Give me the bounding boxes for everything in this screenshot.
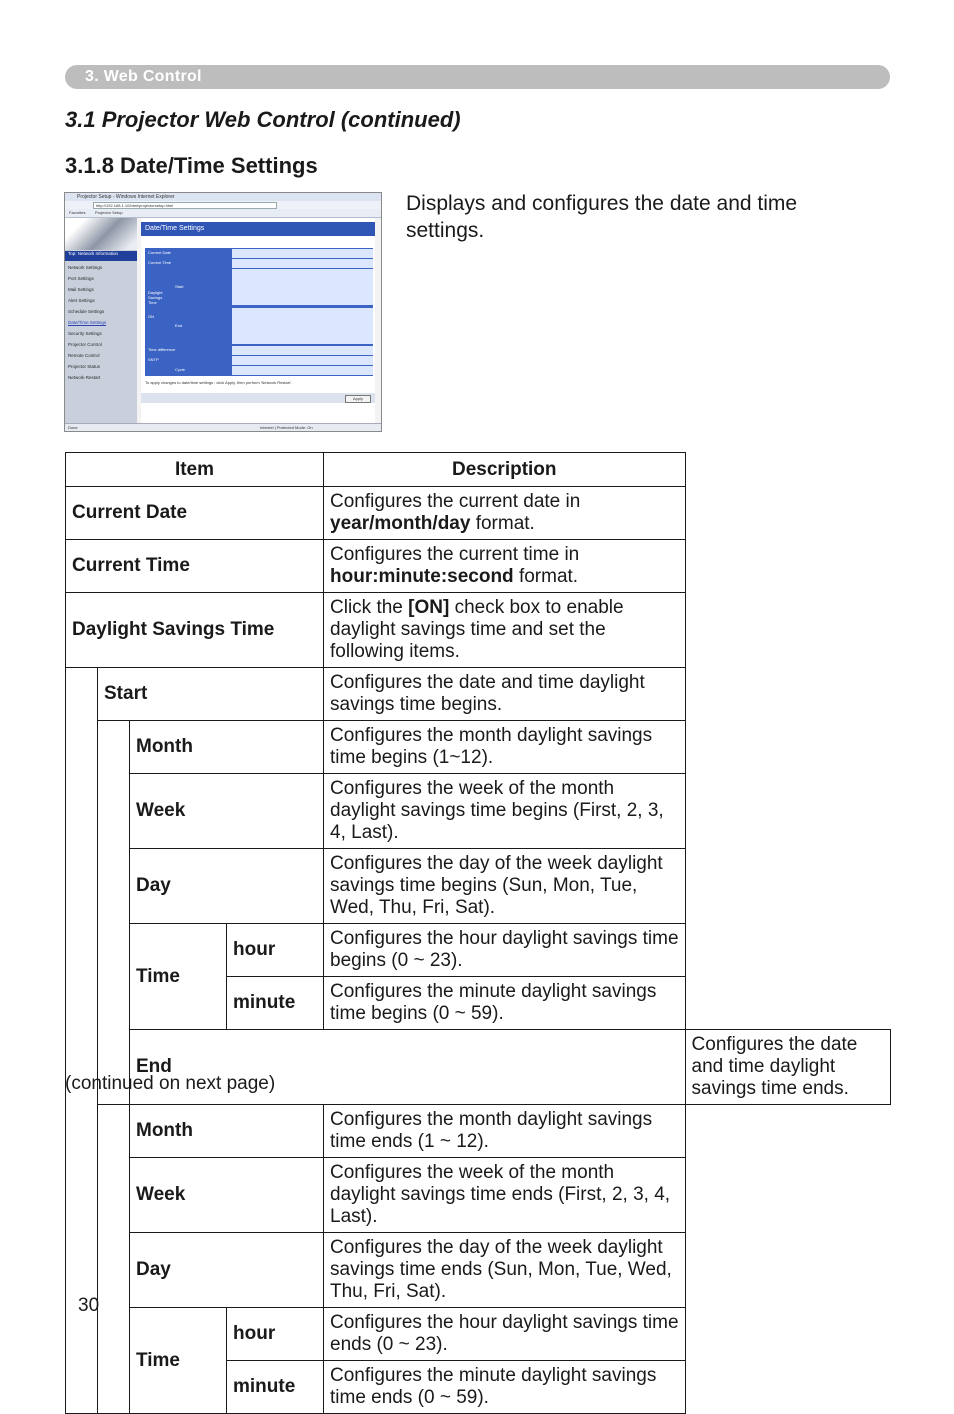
table-row	[66, 487, 891, 540]
section-title: 3.1 Projector Web Control (continued)	[65, 107, 461, 132]
page-tab: Projector Setup	[95, 210, 123, 215]
form-row	[232, 259, 373, 268]
table-row	[66, 1233, 891, 1308]
description-cell: Configures the date and time daylight savings time begins.	[324, 668, 686, 721]
form-label: Daylight Savings Time	[148, 290, 163, 305]
form-label: End	[175, 323, 183, 328]
favorites-tab: Favorites	[69, 210, 86, 215]
form-row	[232, 269, 373, 305]
form-row	[232, 346, 373, 355]
item-cell: Day	[130, 1233, 324, 1308]
table-row	[66, 924, 891, 977]
form-label: Current Date	[148, 250, 171, 255]
nav-item: Network Settings	[68, 265, 103, 270]
item-cell: minute	[227, 1361, 324, 1414]
web-ui-screenshot	[64, 192, 382, 432]
table-row	[66, 1308, 891, 1361]
header-item: Item	[66, 453, 324, 487]
logo-image	[65, 218, 137, 250]
description-cell: Click the [ON] check box to enable daylight savings time and set the following items.	[324, 593, 686, 668]
nav-item: Projector Status	[68, 364, 101, 369]
description-cell: Configures the week of the month daylight savings time begins (First, 2, 3, 4, Last).	[324, 774, 686, 849]
table-row	[66, 668, 891, 721]
form-row	[232, 366, 373, 375]
description-cell: Configures the day of the week daylight savings time ends (Sun, Mon, Tue, Wed, Thu, Fri, Sat).	[324, 1233, 686, 1308]
form-row	[232, 249, 373, 258]
screenshot-content	[141, 218, 375, 423]
nav-item: Alert Settings	[68, 298, 95, 303]
description-table	[65, 452, 891, 1414]
intro-text: Displays and configures the date and time settings.	[406, 192, 798, 242]
description-cell: Configures the minute daylight savings time ends (0 ~ 59).	[324, 1361, 686, 1414]
form-row	[232, 356, 373, 365]
item-cell: Week	[130, 1158, 324, 1233]
table-header-row	[66, 453, 891, 487]
nav-item: Mail Settings	[68, 287, 94, 292]
description-cell: Configures the week of the month daylight savings time ends (First, 2, 3, 4, Last).	[324, 1158, 686, 1233]
item-cell: hour	[227, 924, 324, 977]
screenshot-page-title: Date/Time Settings	[141, 222, 375, 236]
form-row	[232, 308, 373, 344]
browser-status-bar	[65, 423, 381, 432]
apply-bar	[141, 393, 375, 403]
table-row	[66, 540, 891, 593]
nav-top-item: Top: Network Information	[65, 251, 137, 261]
indent-cell	[98, 721, 130, 1105]
chapter-header-bar	[65, 65, 890, 89]
apply-note: To apply changes to date/time settings : click Apply, then perform 'Network Restart'.	[145, 380, 293, 385]
header-description: Description	[324, 453, 686, 487]
item-cell: Month	[130, 1105, 324, 1158]
nav-item: Port Settings	[68, 276, 94, 281]
browser-tab-bar	[65, 209, 381, 218]
item-cell: Week	[130, 774, 324, 849]
nav-item: Network Restart	[68, 375, 101, 380]
item-cell: Daylight Savings Time	[66, 593, 324, 668]
status-right: Internet | Protected Mode: On	[260, 425, 313, 430]
nav-item: Schedule Settings	[68, 309, 105, 314]
item-cell: Month	[130, 721, 324, 774]
table-row	[66, 1158, 891, 1233]
nav-item-active: Date/Time Settings	[68, 320, 107, 325]
table-row	[66, 721, 891, 774]
nav-item: Remote Control	[68, 353, 100, 358]
item-cell: hour	[227, 1308, 324, 1361]
item-cell: Current Time	[66, 540, 324, 593]
item-cell: Current Date	[66, 487, 324, 540]
nav-item: Projector Control	[68, 342, 102, 347]
item-cell: Time	[130, 924, 227, 1030]
description-cell: Configures the minute daylight savings time begins (0 ~ 59).	[324, 977, 686, 1030]
description-cell: Configures the current date in year/month/day format.	[324, 487, 686, 540]
screenshot-sidebar	[65, 218, 137, 423]
description-cell: Configures the hour daylight savings time begins (0 ~ 23).	[324, 924, 686, 977]
form-label: ON	[148, 314, 154, 319]
description-cell: Configures the hour daylight savings time ends (0 ~ 23).	[324, 1308, 686, 1361]
table-row	[66, 593, 891, 668]
continued-note: (continued on next page)	[65, 1073, 276, 1094]
item-cell: End	[130, 1030, 686, 1105]
nav-item: Security Settings	[68, 331, 102, 336]
form-label: Time difference	[148, 347, 176, 352]
description-cell: Configures the current time in hour:minute:second format.	[324, 540, 686, 593]
subsection-title: 3.1.8 Date/Time Settings	[65, 153, 318, 178]
chapter-label: 3. Web Control	[85, 68, 202, 85]
apply-button: Apply	[345, 395, 371, 403]
item-cell: Day	[130, 849, 324, 924]
description-cell: Configures the month daylight savings time ends (1 ~ 12).	[324, 1105, 686, 1158]
form-label: Cycle	[175, 367, 186, 372]
table-row	[66, 774, 891, 849]
indent-cell	[98, 1105, 130, 1414]
form-label: Current Time	[148, 260, 172, 265]
window-title: Projector Setup - Windows Internet Explorer	[77, 194, 175, 200]
description-cell: Configures the month daylight savings time begins (1~12).	[324, 721, 686, 774]
browser-titlebar	[65, 193, 381, 201]
form-label: SNTP	[148, 357, 159, 362]
status-left: Done	[68, 425, 78, 430]
item-cell: Start	[98, 668, 324, 721]
table-row	[66, 849, 891, 924]
settings-form-mock	[145, 248, 373, 376]
browser-address-bar	[65, 201, 381, 209]
form-label: Start	[175, 284, 184, 289]
item-cell: Time	[130, 1308, 227, 1414]
page-number: 30	[78, 1295, 100, 1316]
url-field: http://192.168.1.10/html/projectorsetup.html	[93, 202, 277, 209]
description-cell: Configures the day of the week daylight savings time begins (Sun, Mon, Tue, Wed, Thu, Fri, Sat).	[324, 849, 686, 924]
description-cell: Configures the date and time daylight savings time ends.	[685, 1030, 890, 1105]
table-row	[66, 1105, 891, 1158]
item-cell: minute	[227, 977, 324, 1030]
